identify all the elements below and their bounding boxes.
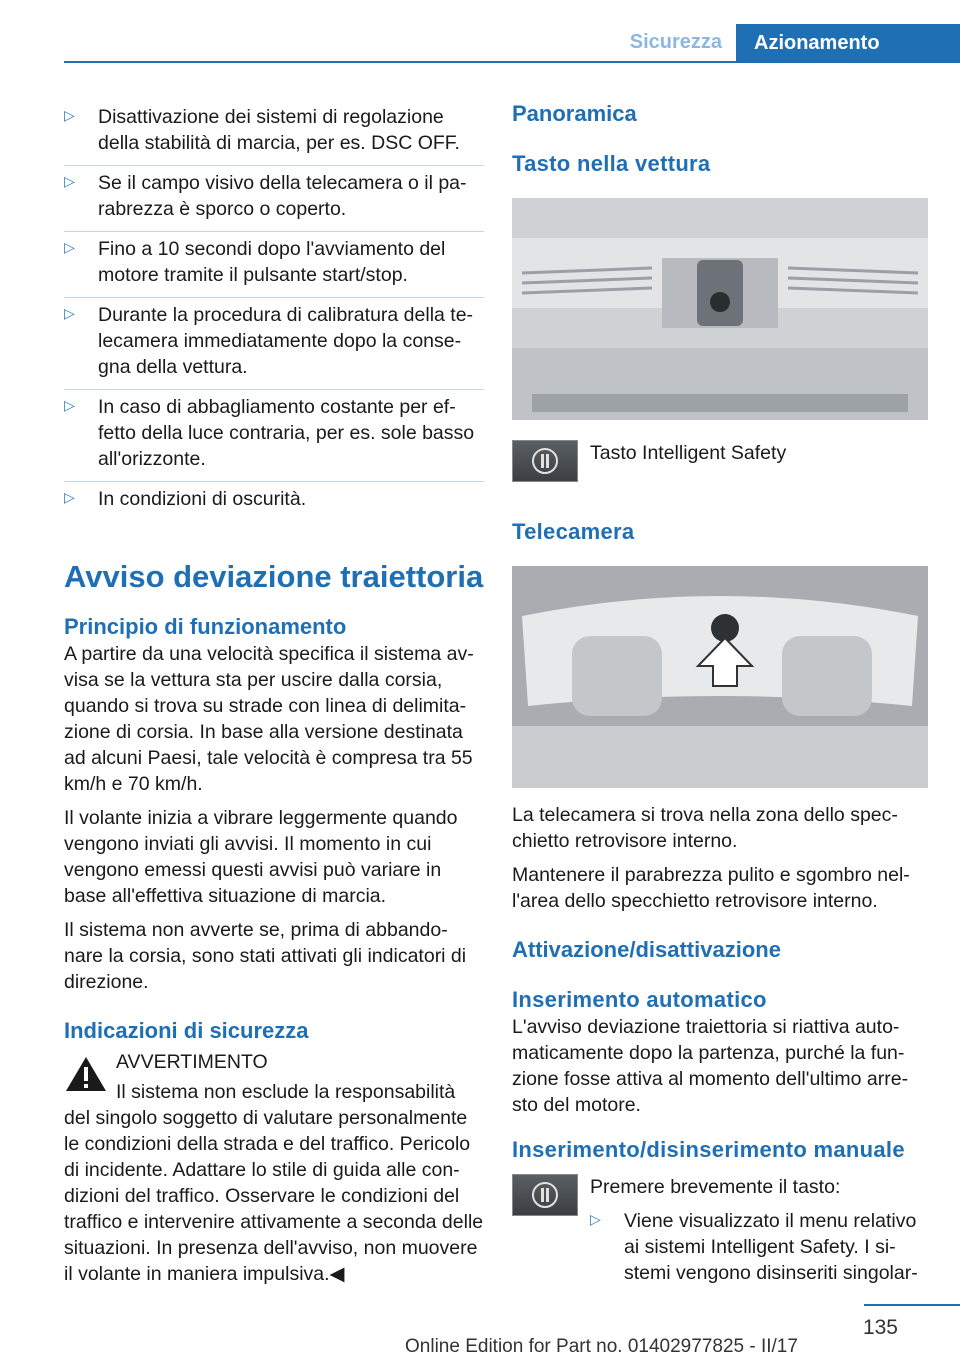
- edition-label: Online Edition for Part no. 01402977825 - II/17: [405, 1336, 798, 1357]
- page-number: 135: [862, 1316, 898, 1339]
- warning-box: [64, 1049, 484, 1105]
- manual-lead: Premere brevemente il tasto:: [590, 1176, 841, 1198]
- list-item: ▷ Fino a 10 secondi dopo l'avviamento del motore tramite il pulsante start/stop.: [64, 232, 484, 298]
- principle-heading: Principio di funzionamento: [64, 614, 347, 639]
- list-item: ▷ In condizioni di oscurità.: [64, 488, 307, 510]
- auto-paragraph: L'avviso deviazione traiettoria si riattiva auto-maticamente dopo la partenza, purché la fun-zione fosse attiva al momento dell'ultimo arre-sto del motore.: [512, 1016, 909, 1116]
- intelligent-safety-button-icon: [512, 1174, 578, 1216]
- section-title: Avviso deviazione traiettoria: [64, 559, 484, 594]
- list-item: ▷ Durante la procedura di calibratura della te-lecamera immediatamente dopo la conse-gna della vettura.: [64, 298, 484, 390]
- list-item: ▷ Disattivazione dei sistemi di regolazione della stabilità di marcia, per es. DSC OFF.: [64, 100, 484, 166]
- list-item: ▷ In caso di abbagliamento costante per ef-fetto della luce contraria, per es. sole basso all'orizzonte.: [64, 390, 484, 482]
- vibration-paragraph: Il volante inizia a vibrare leggermente quando vengono inviati gli avvisi. Il momento in cui vengono emessi questi avvisi può variare in base all'effettiva situazione di marcia.: [64, 807, 458, 907]
- camera-location-paragraph: La telecamera si trova nella zona dello spec-chietto retrovisore interno.: [512, 804, 898, 852]
- dashboard-button-photo: [512, 198, 928, 420]
- camera-heading: Telecamera: [512, 519, 635, 544]
- triangle-bullet-icon: ▷: [590, 1211, 601, 1227]
- warning-triangle-icon: [64, 1055, 108, 1093]
- header-rule: [64, 61, 960, 63]
- triangle-bullet-icon: ▷: [64, 107, 75, 123]
- manual-heading: Inserimento/disinserimento manuale: [512, 1137, 905, 1162]
- overview-heading: Panoramica: [512, 101, 637, 126]
- warning-title: AVVERTIMENTO: [116, 1051, 268, 1073]
- condition-list: [64, 100, 484, 521]
- warning-lead: Il sistema non esclude la responsabilità: [116, 1081, 456, 1103]
- button-caption: Tasto Intelligent Safety: [590, 442, 787, 464]
- manual-row: [512, 1174, 932, 1295]
- triangle-bullet-icon: ▷: [64, 397, 75, 413]
- safety-heading: Indicazioni di sicurezza: [64, 1018, 309, 1043]
- auto-heading: Inserimento automatico: [512, 987, 767, 1012]
- windshield-paragraph: Mantenere il parabrezza pulito e sgombro nel-l'area dello specchietto retrovisore interno.: [512, 864, 910, 912]
- activation-heading: Attivazione/disattivazione: [512, 937, 781, 962]
- header-section-tab: Sicurezza: [629, 31, 722, 53]
- triangle-bullet-icon: ▷: [64, 173, 75, 189]
- triangle-bullet-icon: ▷: [64, 239, 75, 255]
- intelligent-safety-button-icon: [512, 440, 578, 482]
- triangle-bullet-icon: ▷: [64, 489, 75, 505]
- left-column: [64, 100, 484, 1287]
- indicator-paragraph: Il sistema non avverte se, prima di abbando-nare la corsia, sono stati attivati gli indicatori di direzione.: [64, 919, 467, 993]
- right-column: [512, 100, 932, 1295]
- list-item: ▷ Se il campo visivo della telecamera o il pa-rabrezza è sporco o coperto.: [64, 166, 484, 232]
- button-caption-row: [512, 440, 932, 482]
- header-chapter-tab: Azionamento: [736, 24, 960, 62]
- warning-body: del singolo soggetto di valutare personalmente le condizioni della strada e del traffico. Pericolo di incidente. Adattare lo stile di guida alle con-dizioni del traffico. Osservare le condizioni del traffico e intervenire attivamente a seconda delle situazioni. In presenza dell'avviso, non muovere il volante in maniera impulsiva.◀: [64, 1107, 484, 1285]
- list-item: ▷ Viene visualizzato il menu relativo ai sistemi Intelligent Safety. I si-stemi vengono disinseriti singolar-: [590, 1210, 918, 1284]
- footer-rule: [864, 1304, 960, 1306]
- principle-paragraph: A partire da una velocità specifica il sistema av-visa se la vettura sta per uscire dalla corsia, quando si trova su strade con linea di delimita-zione di corsia. In base alla versione destinata ad alcuni Paesi, tale velocità è compresa tra 55 km/h e 70 km/h.: [64, 643, 474, 795]
- button-heading: Tasto nella vettura: [512, 151, 711, 176]
- camera-photo: [512, 566, 928, 788]
- triangle-bullet-icon: ▷: [64, 305, 75, 321]
